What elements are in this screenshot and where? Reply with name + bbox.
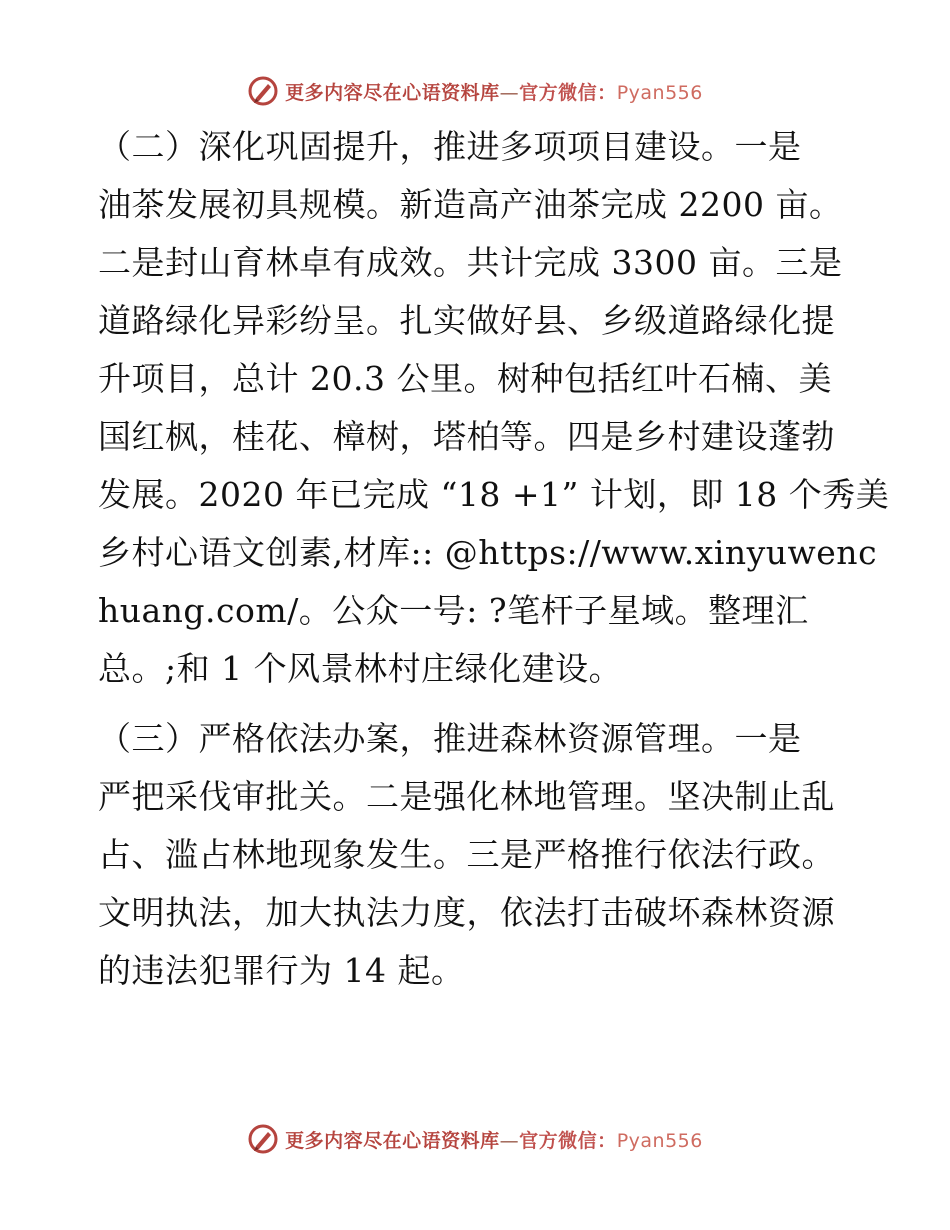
paragraph-spacer xyxy=(98,698,858,710)
banner-dash: — xyxy=(499,81,520,104)
text-line: 发展。2020 年已完成 “18 +1” 计划，即 18 个秀美 xyxy=(98,475,890,514)
document-body xyxy=(98,118,890,1000)
banner-dash: — xyxy=(499,1129,520,1152)
text-line: 国红枫，桂花、樟树，塔柏等。四是乡村建设蓬勃 xyxy=(98,417,835,456)
text-line: 严把采伐审批关。二是强化林地管理。坚决制止乱 xyxy=(98,777,835,816)
banner-text xyxy=(285,1126,703,1153)
banner-wechat-label: 官方微信： xyxy=(519,1129,617,1152)
text-line: （三）严格依法办案，推进森林资源管理。一是 xyxy=(98,719,802,758)
text-line: 的违法犯罪行为 14 起。 xyxy=(98,951,465,990)
header-banner xyxy=(0,74,950,108)
text-line: huang.com/。公众一号: ?笔杆子星域。整理汇 xyxy=(98,591,809,630)
banner-main-text: 更多内容尽在心语资料库 xyxy=(285,1129,500,1152)
text-line: 总。;和 1 个风景林村庄绿化建设。 xyxy=(98,649,623,688)
text-line: 升项目，总计 20.3 公里。树种包括红叶石楠、美 xyxy=(98,359,832,398)
banner-text xyxy=(285,78,703,105)
text-line: （二）深化巩固提升，推进多项项目建设。一是 xyxy=(98,127,802,166)
banner-wechat-label: 官方微信： xyxy=(519,81,617,104)
paragraph-2 xyxy=(98,118,890,698)
text-line: 文明执法，加大执法力度，依法打击破坏森林资源 xyxy=(98,893,835,932)
text-line: 油茶发展初具规模。新造高产油茶完成 2200 亩。 xyxy=(98,185,843,224)
text-line: 占、滥占林地现象发生。三是严格推行依法行政。 xyxy=(98,835,835,874)
paragraph-3 xyxy=(98,710,858,1000)
footer-banner xyxy=(0,1122,950,1156)
banner-account: Pyan556 xyxy=(616,1129,703,1152)
pen-logo-icon xyxy=(247,75,279,107)
text-line: 道路绿化异彩纷呈。扎实做好县、乡级道路绿化提 xyxy=(98,301,835,340)
banner-account: Pyan556 xyxy=(616,81,703,104)
text-line: 二是封山育林卓有成效。共计完成 3300 亩。三是 xyxy=(98,243,843,282)
banner-main-text: 更多内容尽在心语资料库 xyxy=(285,81,500,104)
pen-logo-icon xyxy=(247,1123,279,1155)
text-line: 乡村心语文创素,材库:: @https://www.xinyuwenc xyxy=(98,533,878,572)
